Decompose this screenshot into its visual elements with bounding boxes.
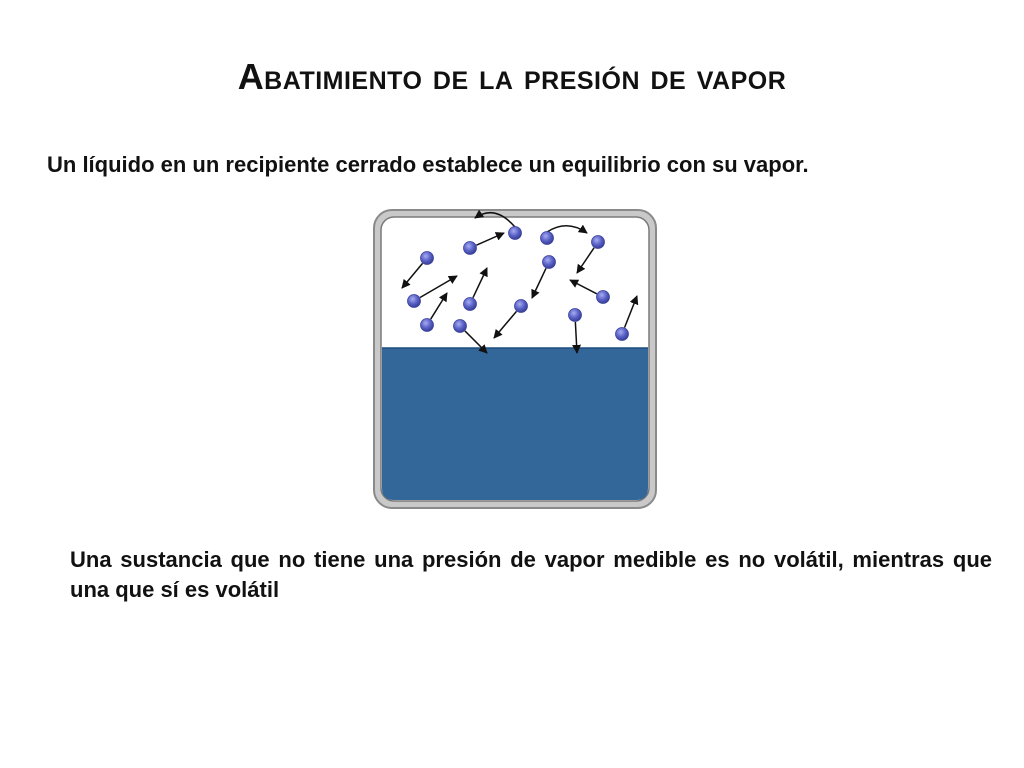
vapor-molecule [543,256,556,269]
vapor-molecule [592,236,605,249]
slide-title: Abatimiento de la presión de vapor [237,56,787,97]
vapor-molecule [421,319,434,332]
vapor-molecule [569,309,582,322]
vapor-molecule [509,227,522,240]
liquid-region [382,348,648,500]
conclusion-paragraph: Una sustancia que no tiene una presión de vapor medible es no volátil, mientras que una que sí es volátil [70,547,992,602]
vapor-molecule [464,242,477,255]
vapor-molecule [541,232,554,245]
vapor-molecule [421,252,434,265]
vapor-molecule [515,300,528,313]
vapor-molecule [408,295,421,308]
intro-paragraph: Un líquido en un recipiente cerrado establece un equilibrio con su vapor. [47,152,809,177]
vapor-molecule [464,298,477,311]
vapor-molecule [597,291,610,304]
closed-container-icon [372,208,658,510]
vapor-molecule [616,328,629,341]
vapor-molecule [454,320,467,333]
closed-container-diagram [372,208,658,510]
